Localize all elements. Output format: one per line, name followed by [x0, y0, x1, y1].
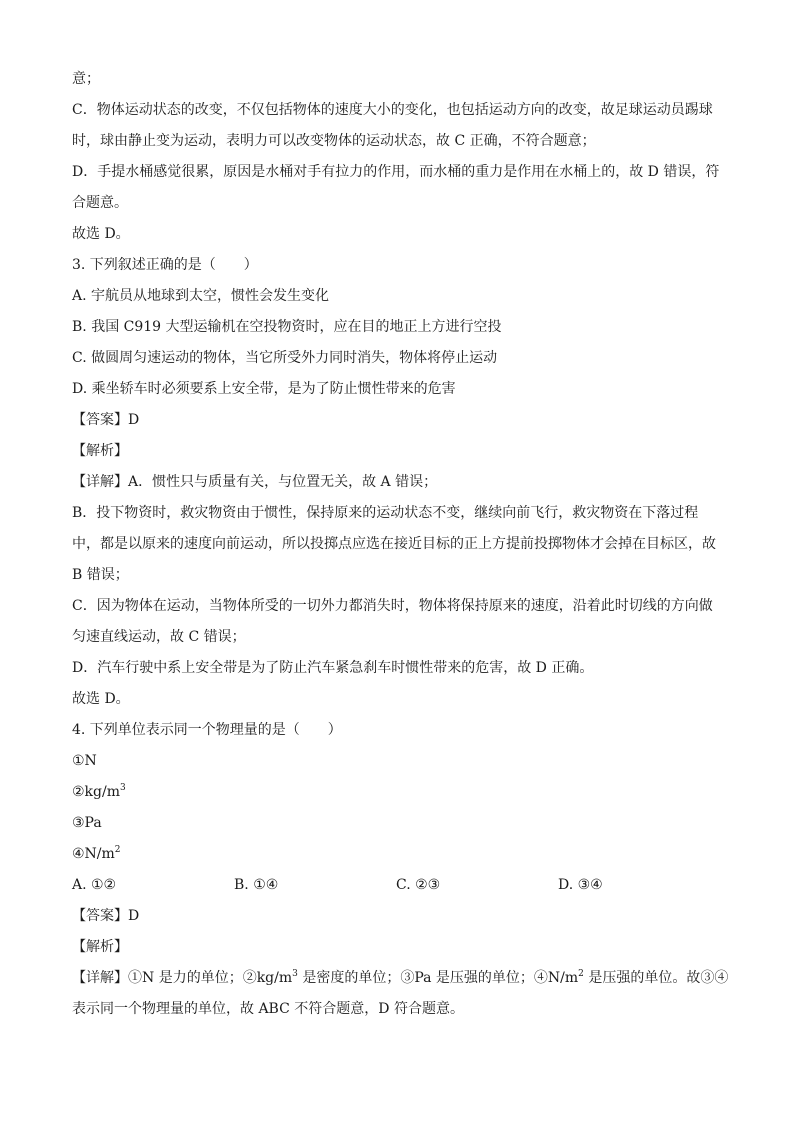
text-line: 【详解】A．惯性只与质量有关，与位置无关，故 A 错误；: [72, 474, 438, 490]
text-line: 意；: [72, 71, 100, 87]
text-line: C．因为物体在运动，当物体所受的一切外力都消失时，物体将保持原来的速度，沿着此时切线的方向做: [72, 598, 713, 614]
text-line: 时，球由静止变为运动，表明力可以改变物体的运动状态，故 C 正确，不符合题意；: [72, 133, 596, 149]
question-3-option-b: B. 我国 C919 大型运输机在空投物资时，应在目的地正上方进行空投: [72, 319, 502, 335]
unit-item-1: ①N: [72, 753, 97, 769]
unit-item-2: [72, 777, 732, 808]
detail-part-2: 是密度的单位；③Pa 是压强的单位；④N/m: [297, 970, 579, 986]
unit-item-4: [72, 839, 732, 870]
detail-part-3: 是压强的单位。故③④: [583, 970, 729, 986]
text-line: B 错误；: [72, 567, 129, 583]
question-4-answer: 【答案】D: [72, 908, 140, 924]
text-line: B．投下物资时，救灾物资由于惯性，保持原来的运动状态不变，继续向前飞行，救灾物资在下落过程: [72, 505, 699, 521]
question-4-stem: 4. 下列单位表示同一个物理量的是（ ）: [72, 722, 342, 738]
question-3-analysis-heading: 【解析】: [72, 443, 128, 459]
question-4-option-b: B. ①④: [234, 877, 279, 893]
question-4-option-c: C. ②③: [396, 877, 441, 893]
detail-exponent-2: 2: [578, 969, 584, 979]
question-4-options: [72, 870, 732, 901]
question-3-option-a: A. 宇航员从地球到太空，惯性会发生变化: [72, 288, 330, 304]
question-3-stem: 3. 下列叙述正确的是（ ）: [72, 257, 258, 273]
unit-item-3: ③Pa: [72, 815, 102, 831]
text-line: 中，都是以原来的速度向前运动，所以投掷点应选在接近目标的正上方提前投掷物体才会掉在目标区，故: [72, 536, 716, 552]
unit-item-2-exponent: 3: [120, 783, 126, 793]
question-4-option-a: A. ①②: [72, 877, 117, 893]
text-line: D．汽车行驶中系上安全带是为了防止汽车紧急刹车时惯性带来的危害，故 D 正确。: [72, 660, 594, 676]
text-line: C．物体运动状态的改变，不仅包括物体的速度大小的变化，也包括运动方向的改变，故足球运动员踢球: [72, 102, 713, 118]
question-4-detail-continued: 表示同一个物理量的单位，故 ABC 不符合题意，D 符合题意。: [72, 1001, 464, 1017]
question-4-analysis-heading: 【解析】: [72, 939, 128, 955]
document-page: [72, 64, 732, 1025]
detail-exponent-1: 3: [292, 969, 298, 979]
unit-item-4-text: ④N/m: [72, 846, 115, 862]
text-line: D．手提水桶感觉很累，原因是水桶对手有拉力的作用，而水桶的重力是作用在水桶上的，故 D 错误，符: [72, 164, 720, 180]
text-line: 故选 D。: [72, 226, 130, 242]
question-3-option-c: C. 做圆周匀速运动的物体，当它所受外力同时消失，物体将停止运动: [72, 350, 498, 366]
detail-part-1: 【详解】①N 是力的单位；②kg/m: [72, 970, 293, 986]
unit-item-4-exponent: 2: [114, 845, 121, 855]
question-4-detail: [72, 963, 732, 994]
question-4-option-d: D. ③④: [558, 877, 603, 893]
text-line: 合题意。: [72, 195, 128, 211]
unit-item-2-text: ②kg/m: [72, 784, 120, 800]
text-line: 匀速直线运动，故 C 错误；: [72, 629, 246, 645]
question-3-answer: 【答案】D: [72, 412, 140, 428]
text-line: 故选 D。: [72, 691, 130, 707]
question-3-option-d: D. 乘坐轿车时必须要系上安全带，是为了防止惯性带来的危害: [72, 381, 456, 397]
